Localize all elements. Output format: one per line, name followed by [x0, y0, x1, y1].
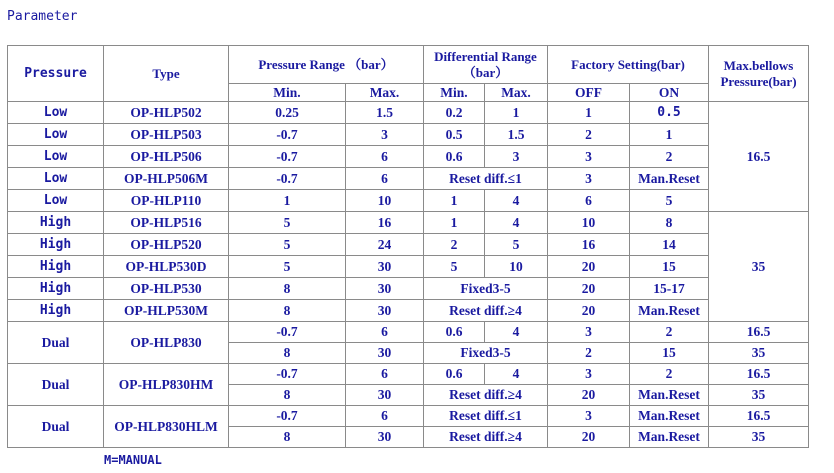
cell-type: OP-HLP506M	[104, 168, 229, 190]
table-row	[8, 300, 809, 322]
cell-pressure: High	[8, 234, 104, 256]
cell-pressure: Dual	[8, 364, 104, 406]
cell-on: Man.Reset	[630, 168, 709, 190]
cell-pressure-min: 5	[229, 234, 346, 256]
cell-pressure-min: -0.7	[229, 146, 346, 168]
cell-on: 5	[630, 190, 709, 212]
footnote: M=MANUAL	[104, 453, 162, 467]
cell-off: 6	[548, 190, 630, 212]
cell-on: 2	[630, 364, 709, 385]
cell-off: 3	[548, 406, 630, 427]
cell-pressure-max: 6	[346, 168, 424, 190]
cell-diff-min: 1	[424, 190, 485, 212]
cell-on: Man.Reset	[630, 406, 709, 427]
cell-diff-max: 4	[485, 212, 548, 234]
cell-pressure: High	[8, 212, 104, 234]
cell-pressure: Dual	[8, 406, 104, 448]
cell-on: Man.Reset	[630, 427, 709, 448]
cell-pressure-max: 30	[346, 385, 424, 406]
cell-type: OP-HLP830HLM	[104, 406, 229, 448]
cell-pressure-min: 8	[229, 300, 346, 322]
table-row	[8, 102, 809, 124]
cell-bellows: 35	[709, 385, 809, 406]
cell-pressure: High	[8, 300, 104, 322]
cell-diff-max: 4	[485, 364, 548, 385]
header-type: Type	[104, 46, 229, 102]
cell-bellows: 35	[709, 212, 809, 322]
header-max-bellows-line1: Max.bellows	[723, 57, 794, 73]
cell-on: 0.5	[630, 102, 709, 124]
header-pressure: Pressure	[8, 46, 104, 102]
cell-pressure: Low	[8, 102, 104, 124]
cell-on: 2	[630, 146, 709, 168]
cell-pressure-min: -0.7	[229, 322, 346, 343]
cell-pressure: Low	[8, 146, 104, 168]
table-row	[8, 124, 809, 146]
cell-pressure-max: 30	[346, 256, 424, 278]
cell-bellows: 16.5	[709, 102, 809, 212]
cell-pressure: Low	[8, 168, 104, 190]
cell-pressure-max: 6	[346, 406, 424, 427]
cell-diff-min: 1	[424, 212, 485, 234]
table-row	[8, 234, 809, 256]
cell-diff-min: 0.6	[424, 322, 485, 343]
header-differential-range	[424, 46, 548, 84]
cell-pressure-max: 10	[346, 190, 424, 212]
cell-type: OP-HLP502	[104, 102, 229, 124]
cell-off: 20	[548, 300, 630, 322]
cell-off: 1	[548, 102, 630, 124]
cell-diff-min: 2	[424, 234, 485, 256]
cell-diff-max: 10	[485, 256, 548, 278]
cell-off: 3	[548, 168, 630, 190]
cell-diff-min: 5	[424, 256, 485, 278]
cell-pressure-min: 0.25	[229, 102, 346, 124]
cell-off: 16	[548, 234, 630, 256]
cell-diff-max: 4	[485, 190, 548, 212]
cell-pressure-max: 30	[346, 343, 424, 364]
cell-type: OP-HLP520	[104, 234, 229, 256]
cell-off: 3	[548, 146, 630, 168]
cell-pressure: Low	[8, 190, 104, 212]
page-title: Parameter	[7, 9, 78, 24]
cell-pressure-min: -0.7	[229, 124, 346, 146]
table-row	[8, 406, 809, 427]
cell-bellows: 16.5	[709, 406, 809, 427]
cell-off: 20	[548, 427, 630, 448]
cell-pressure-max: 24	[346, 234, 424, 256]
cell-type: OP-HLP530D	[104, 256, 229, 278]
cell-off: 3	[548, 322, 630, 343]
cell-pressure-max: 6	[346, 322, 424, 343]
cell-pressure-max: 16	[346, 212, 424, 234]
cell-type: OP-HLP830	[104, 322, 229, 364]
header-pressure-min: Min.	[229, 84, 346, 102]
cell-bellows: 16.5	[709, 364, 809, 385]
cell-off: 2	[548, 343, 630, 364]
cell-type: OP-HLP530M	[104, 300, 229, 322]
cell-pressure-min: -0.7	[229, 406, 346, 427]
cell-on: 15	[630, 256, 709, 278]
cell-on: 1	[630, 124, 709, 146]
header-diff-min: Min.	[424, 84, 485, 102]
cell-off: 3	[548, 364, 630, 385]
cell-diff-min: 0.2	[424, 102, 485, 124]
cell-diff: Reset diff.≥4	[424, 385, 548, 406]
cell-diff-max: 5	[485, 234, 548, 256]
cell-pressure: Dual	[8, 322, 104, 364]
cell-diff: Fixed3-5	[424, 343, 548, 364]
cell-pressure-max: 1.5	[346, 102, 424, 124]
cell-bellows: 35	[709, 343, 809, 364]
cell-diff: Reset diff.≤1	[424, 168, 548, 190]
cell-pressure-max: 6	[346, 364, 424, 385]
table-row	[8, 146, 809, 168]
header-max-bellows	[709, 46, 809, 102]
header-on: ON	[630, 84, 709, 102]
header-max-bellows-line2: Pressure(bar)	[720, 73, 797, 89]
cell-diff-max: 1.5	[485, 124, 548, 146]
cell-type: OP-HLP503	[104, 124, 229, 146]
cell-pressure-min: 5	[229, 212, 346, 234]
cell-bellows: 16.5	[709, 322, 809, 343]
cell-diff: Reset diff.≥4	[424, 300, 548, 322]
cell-off: 10	[548, 212, 630, 234]
cell-bellows: 35	[709, 427, 809, 448]
header-diff-max: Max.	[485, 84, 548, 102]
cell-pressure-min: 8	[229, 385, 346, 406]
cell-pressure-min: 8	[229, 343, 346, 364]
parameter-table	[7, 45, 809, 448]
cell-pressure: High	[8, 256, 104, 278]
table-row	[8, 364, 809, 385]
cell-off: 20	[548, 385, 630, 406]
cell-type: OP-HLP110	[104, 190, 229, 212]
cell-pressure-max: 30	[346, 300, 424, 322]
table-row	[8, 168, 809, 190]
table-row	[8, 256, 809, 278]
cell-on: Man.Reset	[630, 300, 709, 322]
cell-pressure: High	[8, 278, 104, 300]
table-row	[8, 278, 809, 300]
cell-diff: Reset diff.≥4	[424, 427, 548, 448]
table-row	[8, 212, 809, 234]
cell-pressure-min: 1	[229, 190, 346, 212]
cell-diff: Fixed3-5	[424, 278, 548, 300]
cell-pressure-min: 8	[229, 278, 346, 300]
cell-pressure-max: 3	[346, 124, 424, 146]
cell-diff-min: 0.6	[424, 364, 485, 385]
header-off: OFF	[548, 84, 630, 102]
cell-on: 15	[630, 343, 709, 364]
cell-pressure-min: 8	[229, 427, 346, 448]
header-factory-setting: Factory Setting(bar)	[548, 46, 709, 84]
cell-pressure-max: 30	[346, 278, 424, 300]
header-pressure-range: Pressure Range （bar）	[229, 46, 424, 84]
cell-on: 8	[630, 212, 709, 234]
cell-type: OP-HLP830HM	[104, 364, 229, 406]
cell-on: 14	[630, 234, 709, 256]
cell-diff-min: 0.5	[424, 124, 485, 146]
header-differential-range-line1: Differential Range	[434, 48, 537, 64]
cell-pressure-max: 30	[346, 427, 424, 448]
cell-diff-max: 1	[485, 102, 548, 124]
header-pressure-max: Max.	[346, 84, 424, 102]
cell-type: OP-HLP506	[104, 146, 229, 168]
cell-pressure-max: 6	[346, 146, 424, 168]
cell-pressure-min: -0.7	[229, 364, 346, 385]
cell-pressure: Low	[8, 124, 104, 146]
table-row	[8, 322, 809, 343]
cell-pressure-min: 5	[229, 256, 346, 278]
header-differential-range-line2: （bar）	[462, 64, 509, 80]
cell-type: OP-HLP530	[104, 278, 229, 300]
cell-on: 15-17	[630, 278, 709, 300]
cell-diff-max: 4	[485, 322, 548, 343]
table-row	[8, 190, 809, 212]
cell-off: 20	[548, 278, 630, 300]
cell-diff-min: 0.6	[424, 146, 485, 168]
cell-diff-max: 3	[485, 146, 548, 168]
cell-type: OP-HLP516	[104, 212, 229, 234]
cell-on: 2	[630, 322, 709, 343]
cell-on: Man.Reset	[630, 385, 709, 406]
cell-off: 2	[548, 124, 630, 146]
cell-off: 20	[548, 256, 630, 278]
cell-diff: Reset diff.≤1	[424, 406, 548, 427]
cell-pressure-min: -0.7	[229, 168, 346, 190]
